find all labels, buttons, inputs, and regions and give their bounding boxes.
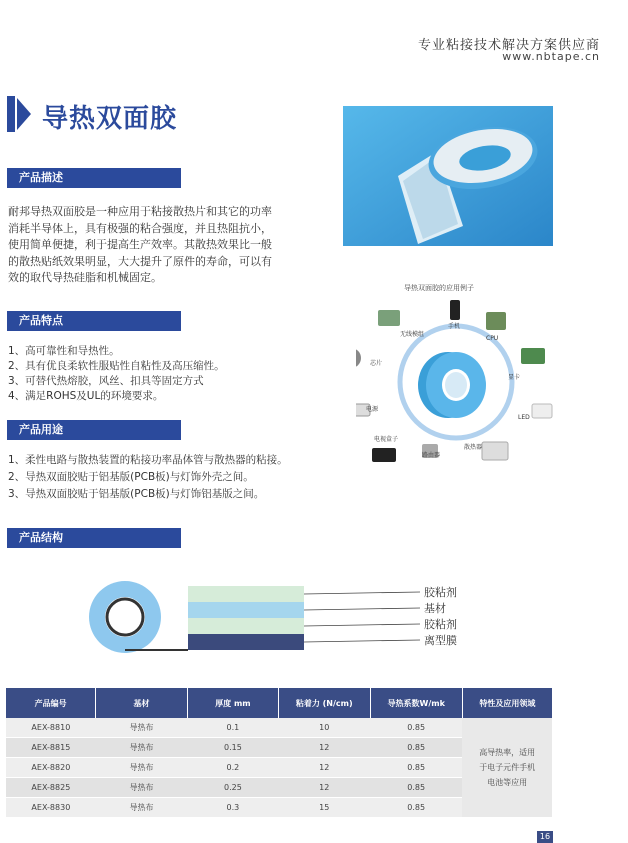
table-row [6, 718, 552, 738]
spec-table [6, 688, 552, 818]
page-title: 导热双面胶 [42, 104, 178, 134]
cell: 15 [278, 798, 370, 818]
application-note [462, 718, 552, 818]
cell: 0.85 [370, 738, 462, 758]
cell: 0.15 [187, 738, 278, 758]
cell: AEX-8820 [6, 758, 96, 778]
layer-label: 离型膜 [424, 634, 457, 647]
diagram-label: CPU [486, 335, 499, 342]
diagram-label: 无线模组 [400, 331, 425, 338]
cell: 12 [278, 778, 370, 798]
feature-item: 3、可替代热熔胶，风丝、扣具等固定方式 [8, 375, 204, 387]
table-header: 基材 [96, 688, 188, 718]
title-chevron-icon [17, 98, 31, 130]
diagram-label: 显卡 [508, 374, 521, 381]
cell: 0.2 [187, 758, 278, 778]
cell: 0.1 [187, 718, 278, 738]
note-line: 电池等应用 [487, 778, 528, 787]
table-header: 产品编号 [6, 688, 96, 718]
cell: 0.85 [370, 718, 462, 738]
cell: 导热布 [96, 718, 188, 738]
company-slogan: 专业粘接技术解决方案供应商 [417, 38, 600, 53]
product-photo [343, 106, 553, 246]
section-heading-description: 产品描述 [7, 168, 181, 188]
cell: 12 [278, 738, 370, 758]
section-heading-uses: 产品用途 [7, 420, 181, 440]
cell: 0.85 [370, 758, 462, 778]
cell: 导热布 [96, 738, 188, 758]
feature-item: 1、高可靠性和导热性。 [8, 345, 120, 357]
structure-diagram [30, 570, 590, 662]
title-accent-bar [7, 96, 15, 132]
cell: 导热布 [96, 798, 188, 818]
use-item: 1、柔性电路与散热装置的粘接功率晶体管与散热器的粘接。 [8, 454, 288, 466]
note-line: 高导热率，适用 [479, 748, 536, 757]
diagram-label: 电视盒子 [374, 436, 399, 443]
diagram-label: 路由器 [422, 452, 441, 459]
layer-label: 基材 [424, 602, 446, 615]
cell: AEX-8810 [6, 718, 96, 738]
use-item: 2、导热双面胶贴于铝基版(PCB板)与灯饰外壳之间。 [8, 471, 254, 483]
feature-item: 2、具有优良柔软性服贴性自粘性及高压缩性。 [8, 360, 225, 372]
cell: AEX-8830 [6, 798, 96, 818]
layer-label: 胶粘剂 [424, 618, 457, 631]
table-header: 特性及应用领域 [462, 688, 552, 718]
cell: 导热布 [96, 778, 188, 798]
cell: 12 [278, 758, 370, 778]
section-heading-features: 产品特点 [7, 311, 181, 331]
note-line: 于电子元件手机 [479, 763, 536, 772]
page-number: 16 [537, 831, 553, 843]
features-list [8, 344, 225, 404]
description-text: 耐邦导热双面胶是一种应用于粘接散热片和其它的功率消耗半导体上，具有极强的粘合强度，并且热阻抗小，使用简单便捷，利于提高生产效率。其散热效果比一般的散热贴纸效果明显，大大提升了原件的寿命，可以有效的取代导热硅脂和机械固定。 [8, 205, 272, 284]
cell: 10 [278, 718, 370, 738]
uses-list [8, 452, 288, 503]
cell: 导热布 [96, 758, 188, 778]
table-header: 粘着力 (N/cm) [278, 688, 370, 718]
diagram-title: 导热双面胶的应用例子 [404, 284, 474, 292]
diagram-label: 电源 [366, 406, 379, 413]
diagram-label: 芯片 [370, 360, 383, 367]
company-website: www.nbtape.cn [502, 50, 600, 63]
cell: 0.25 [187, 778, 278, 798]
diagram-label: 散热器 [464, 444, 483, 451]
cell: AEX-8815 [6, 738, 96, 758]
cell: AEX-8825 [6, 778, 96, 798]
cell: 0.85 [370, 798, 462, 818]
table-header: 导热系数W/mk [370, 688, 462, 718]
application-diagram [356, 280, 556, 470]
table-header: 厚度 mm [187, 688, 278, 718]
use-item: 3、导热双面胶贴于铝基版(PCB板)与灯饰铝基版之间。 [8, 488, 265, 500]
cell: 0.3 [187, 798, 278, 818]
section-heading-structure: 产品结构 [7, 528, 181, 548]
diagram-label: LED [518, 414, 530, 421]
diagram-label: 手机 [448, 323, 461, 330]
layer-label: 胶粘剂 [424, 586, 457, 599]
cell: 0.85 [370, 778, 462, 798]
feature-item: 4、满足ROHS及UL的环境要求。 [8, 390, 164, 402]
